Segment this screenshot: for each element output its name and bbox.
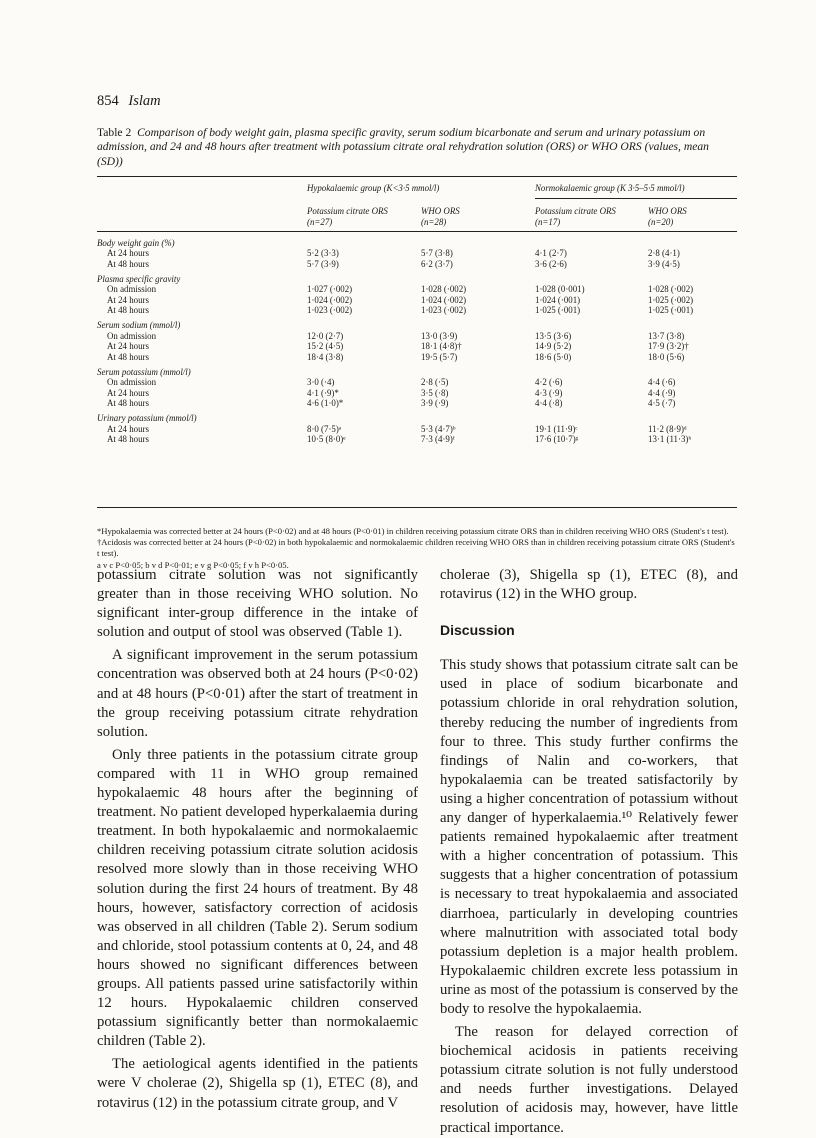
table-cell: 4·1 (2·7) [535, 248, 567, 259]
section-title: Serum potassium (mmol/l) [97, 366, 191, 377]
table-cell: 7·3 (4·9)ᶠ [421, 434, 455, 445]
table-cell: 1·024 (·002) [421, 294, 467, 305]
section-title: Serum sodium (mmol/l) [97, 320, 181, 331]
col-header-1-n: (n=27) [307, 217, 333, 227]
table-cell: 18·1 (4·8)† [421, 341, 462, 352]
table-cell: 3·9 (·9) [421, 398, 449, 409]
table-cell: 12·0 (2·7) [307, 330, 344, 341]
row-label: At 48 hours [107, 398, 149, 409]
table-cell: 10·5 (8·0)ᵉ [307, 434, 346, 445]
footnote-letters: a v c P<0·05; b v d P<0·01; e v g P<0·05; f v h P<0·05. [97, 559, 289, 570]
group-header-hypo: Hypokalaemic group (K<3·5 mmol/l) [307, 183, 440, 193]
table-cell: 5·3 (4·7)ᵇ [421, 423, 456, 434]
running-header [97, 93, 161, 110]
col-header-1: Potassium citrate ORS [307, 206, 388, 216]
table-cell: 1·024 (·001) [535, 294, 581, 305]
table-cell: 18·6 (5·0) [535, 351, 572, 362]
group-header-normo: Normokalaemic group (K 3·5–5·5 mmol/l) [535, 183, 685, 193]
table-cell: 2·8 (·5) [421, 377, 449, 388]
row-label: On admission [107, 377, 157, 388]
section-title: Plasma specific gravity [97, 273, 181, 284]
table-cell: 5·2 (3·3) [307, 248, 339, 259]
table-cell: 19·5 (5·7) [421, 351, 458, 362]
section-heading-discussion: Discussion [440, 622, 515, 639]
col-header-4-n: (n=20) [648, 217, 674, 227]
col-header-4: WHO ORS [648, 206, 687, 216]
row-label: At 24 hours [107, 423, 149, 434]
table-cell: 15·2 (4·5) [307, 341, 344, 352]
paragraph: The reason for delayed correction of biochemical acidosis in patients receiving potassium citrate solution is not fully understood and needs further investigations. Delayed resolution of acidosis may, however, have little practical importance. [440, 1024, 738, 1136]
section-title: Urinary potassium (mmol/l) [97, 413, 197, 424]
row-label: At 48 hours [107, 258, 149, 269]
table-cell: 13·1 (11·3)ʰ [648, 434, 692, 445]
table-cell: 1·027 (·002) [307, 284, 353, 295]
table-cell: 1·023 (·002) [307, 305, 353, 316]
paragraph: A significant improvement in the serum potassium concentration was observed both at 24 hours (P<0·02) and at 48 hours (P<0·01) after the start of treatment in the group receiving potassium citrate rehydration solution. [97, 647, 418, 740]
table-cell: 1·023 (·002) [421, 305, 467, 316]
table-cell: 4·1 (·9)* [307, 387, 339, 398]
table-cell: 13·5 (3·6) [535, 330, 572, 341]
table-cell: 8·0 (7·5)ᵃ [307, 423, 342, 434]
row-label: At 24 hours [107, 341, 149, 352]
table-caption [97, 126, 737, 169]
table-cell: 11·2 (8·9)ᵈ [648, 423, 687, 434]
col-header-3: Potassium citrate ORS [535, 206, 616, 216]
table-label: Table 2 [97, 126, 132, 139]
col-header-3-n: (n=17) [535, 217, 561, 227]
table-cell: 3·5 (·8) [421, 387, 449, 398]
table-cell: 4·4 (·8) [535, 398, 563, 409]
table-cell: 1·028 (0·001) [535, 284, 585, 295]
row-label: At 24 hours [107, 294, 149, 305]
left-column [97, 566, 418, 1113]
table-cell: 5·7 (3·8) [421, 248, 453, 259]
paragraph: potassium citrate solution was not significantly greater than in those receiving WHO solution. No significant inter-group difference in the intake of solution and output of stool was observed (Table 1). [97, 567, 418, 641]
row-label: At 24 hours [107, 248, 149, 259]
paragraph: cholerae (3), Shigella sp (1), ETEC (8), and rotavirus (12) in the WHO group. [440, 567, 738, 603]
paragraph: This study shows that potassium citrate salt can be used in place of sodium bicarbonate and potassium chloride in oral rehydration solution, thereby reducing the number of ingredients from four to three. This study further confirms the findings of Nalin and co-workers, that hypokalaemia can be treated satisfactorily by using a higher concentration of potassium without any danger of hyperkalaemia.¹⁰ Relatively fewer patients remained hypokalaemic after treatment with a higher concentration of potassium. This suggests that a higher concentration of potassium is necessary to treat hypokalaemia and associated diarrhoea, particularly in developing countries where malnutrition with associated total body potassium depletion is a major health problem. Hypokalaemic children excrete less potassium in urine as most of the potassium is conserved by the body to resolve the hypokalaemia. [440, 657, 738, 1017]
table-cell: 2·8 (4·1) [648, 248, 680, 259]
table-cell: 5·7 (3·9) [307, 258, 339, 269]
row-label: On admission [107, 284, 157, 295]
footnote-dagger: †Acidosis was corrected better at 24 hours (P<0·02) in both hypokalaemic and normokalaemic children receiving WHO ORS than in children receiving potassium citrate ORS (Student's t test). [97, 537, 735, 559]
paragraph: The aetiological agents identified in the patients were V cholerae (2), Shigella sp (1), ETEC (8), and rotavirus (12) in the potassium citrate group, and V [97, 1056, 418, 1111]
table-cell: 4·4 (·6) [648, 377, 676, 388]
table-cell: 13·0 (3·9) [421, 330, 458, 341]
col-header-2-n: (n=28) [421, 217, 447, 227]
right-column [440, 566, 738, 1138]
table-cell: 4·6 (1·0)* [307, 398, 344, 409]
table-cell: 18·4 (3·8) [307, 351, 344, 362]
table-cell: 1·025 (·002) [648, 294, 694, 305]
table-caption-text: Comparison of body weight gain, plasma specific gravity, serum sodium bicarbonate and serum and urinary potassium on admission, and 24 and 48 hours after treatment with potassium citrate oral rehydration solution (ORS) or WHO ORS (values, mean (SD)) [97, 126, 709, 168]
row-label: At 24 hours [107, 387, 149, 398]
table-cell: 17·6 (10·7)ᵍ [535, 434, 579, 445]
table-cell: 19·1 (11·9)ᶜ [535, 423, 578, 434]
row-label: At 48 hours [107, 434, 149, 445]
table-cell: 6·2 (3·7) [421, 258, 453, 269]
table-cell: 4·4 (·9) [648, 387, 676, 398]
section-title: Body weight gain (%) [97, 238, 175, 248]
table-cell: 1·025 (·001) [535, 305, 581, 316]
running-author: Islam [128, 93, 161, 109]
table-cell: 4·2 (·6) [535, 377, 563, 388]
table-footnotes [97, 526, 737, 571]
table-cell: 14·9 (5·2) [535, 341, 572, 352]
table-cell: 1·024 (·002) [307, 294, 353, 305]
table-cell: 18·0 (5·6) [648, 351, 685, 362]
table-cell: 3·9 (4·5) [648, 258, 680, 269]
page-number: 854 [97, 93, 119, 109]
footnote-star: *Hypokalaemia was corrected better at 24 hours (P<0·02) and at 48 hours (P<0·01) in children receiving potassium citrate ORS than in children receiving WHO ORS (Student's t test). [97, 526, 729, 536]
row-label: On admission [107, 330, 157, 341]
table-cell: 1·028 (·002) [421, 284, 467, 295]
table-cell: 4·5 (·7) [648, 398, 676, 409]
table-cell: 13·7 (3·8) [648, 330, 685, 341]
col-header-2: WHO ORS [421, 206, 460, 216]
table-cell: 4·3 (·9) [535, 387, 563, 398]
row-label: At 48 hours [107, 305, 149, 316]
table-cell: 1·028 (·002) [648, 284, 694, 295]
table-cell: 1·025 (·001) [648, 305, 694, 316]
table-cell: 3·0 (·4) [307, 377, 335, 388]
paragraph: Only three patients in the potassium citrate group compared with 11 in WHO group remained hypokalaemic 48 hours after the beginning of treatment. No patient developed hyperkalaemia during treatment. In both hypokalaemic and normokalaemic children receiving potassium citrate solution acidosis resolved more slowly than in those receiving WHO solution during the first 24 hours of treatment. By 48 hours, however, satisfactory correction of acidosis was observed in all children (Table 2). Serum sodium and chloride, stool potassium contents at 0, 24, and 48 hours showed no significant differences between groups. All patients passed urine satisfactorily within 12 hours. Hypokalaemic children conserved potassium significantly better than normokalaemic children (Table 2). [97, 746, 418, 1050]
table-cell: 3·6 (2·6) [535, 258, 567, 269]
row-label: At 48 hours [107, 351, 149, 362]
table-cell: 17·9 (3·2)† [648, 341, 689, 352]
